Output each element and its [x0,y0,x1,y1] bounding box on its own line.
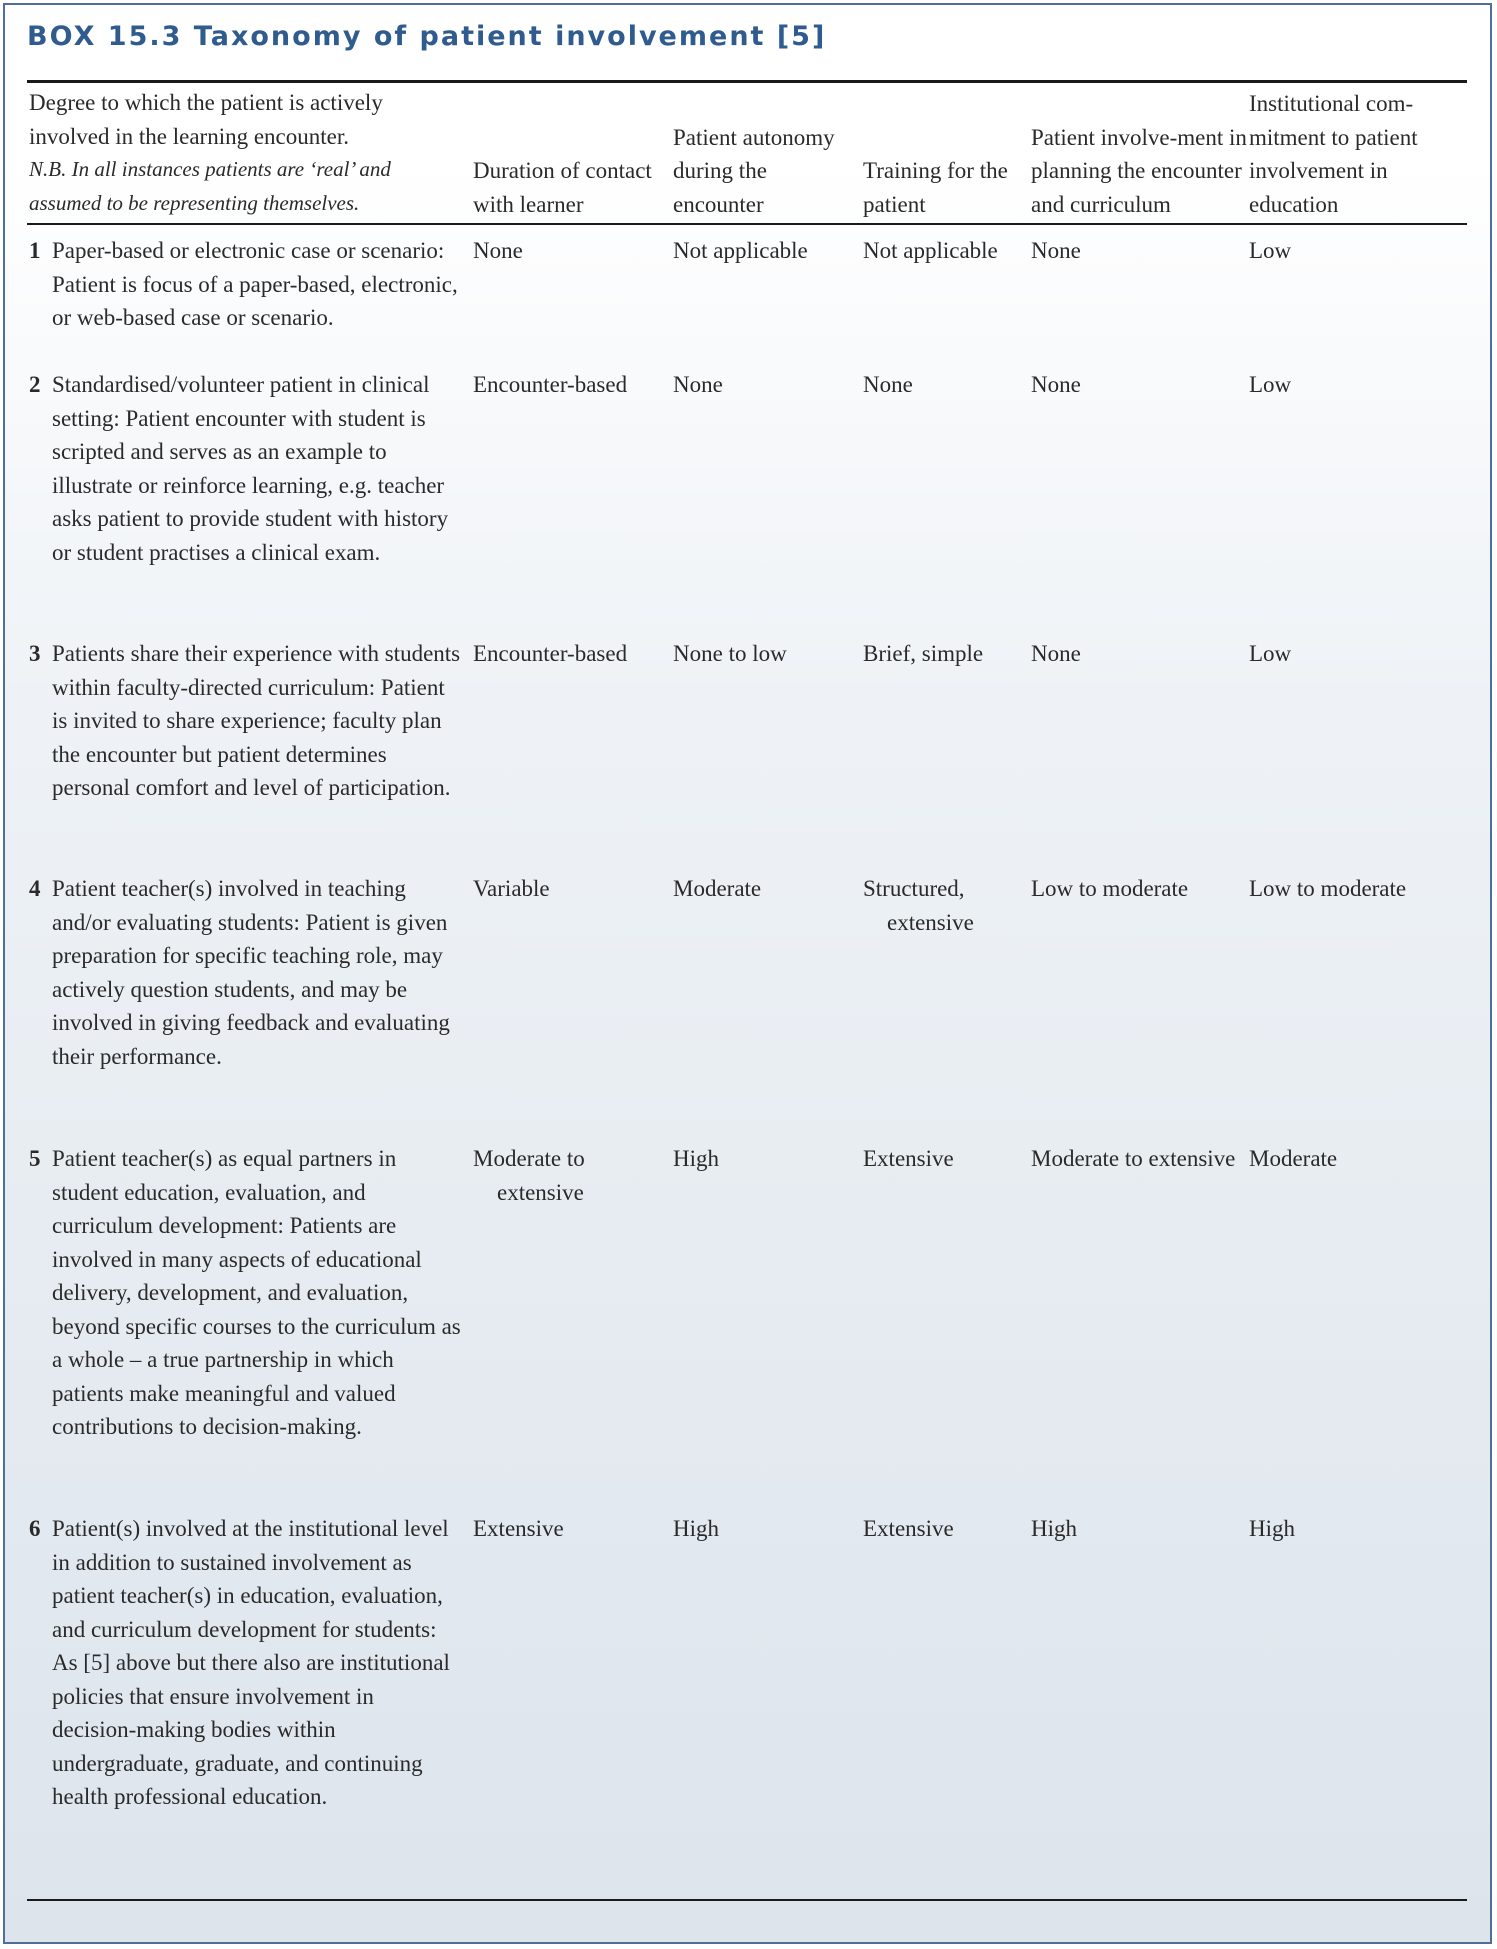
header-planning-text: Patient involve-ment in planning the encounter and curriculum [1031,124,1247,217]
header-autonomy [673,86,863,221]
row-commitment: Low [1249,641,1292,666]
row-planning: Moderate to extensive [1031,1146,1236,1171]
row-duration: Encounter-based [473,641,628,666]
row-description: Standardised/volunteer patient in clinical setting: Patient encounter with student is scripted and serves as an example to illustrate or reinforce learning, e.g. teacher asks patient to provide student with history or student practises a clinical exam. [52,372,449,565]
bottom-rule [27,1899,1467,1901]
row-commitment: Low to moderate [1249,876,1407,901]
row-duration: Variable [473,876,550,901]
row-number: 6 [29,1516,41,1541]
row-commitment: Low [1249,372,1292,397]
header-degree-note: N.B. In all instances patients are ‘real’ and assumed to be representing themselves. [29,157,391,215]
row-description: Patient(s) involved at the institutional level in addition to sustained involvement as patient teacher(s) in education, evaluation, and curriculum development for students: As [5] above but there also are institutional policies that ensure involvement in decision-making bodies within undergraduate, graduate, and continuing health professional education. [52,1516,450,1809]
box-title: BOX 15.3 Taxonomy of patient involvement [5] [27,21,827,52]
row-number: 4 [29,876,41,901]
row-training: Extensive [863,1146,954,1171]
header-degree [29,86,459,220]
row-autonomy: Not applicable [673,238,808,263]
row-commitment: Low [1249,238,1292,263]
header-autonomy-text: Patient autonomy during the encounter [673,124,835,217]
row-duration: Encounter-based [473,372,628,397]
row-training: Not applicable [863,238,998,263]
row-commitment: High [1249,1516,1295,1541]
row-planning: None [1031,238,1081,263]
row-autonomy: Moderate [673,876,762,901]
row-planning: None [1031,372,1081,397]
row-duration: Moderate to extensive [473,1146,585,1205]
header-training [863,86,1028,221]
row-duration: None [473,238,523,263]
row-autonomy: None to low [673,641,787,666]
header-commitment-text: Institutional com-mitment to patient involvement in education [1249,91,1418,217]
row-training: None [863,372,913,397]
row-description: Paper-based or electronic case or scenario: Patient is focus of a paper-based, electronic, or web-based case or scenario. [52,238,458,330]
header-rule [27,223,1467,225]
header-training-text: Training for the patient [863,158,1008,217]
row-autonomy: High [673,1146,719,1171]
row-number: 3 [29,641,41,666]
row-training: Structured, extensive [863,876,974,935]
row-description: Patient teacher(s) involved in teaching and/or evaluating students: Patient is given preparation for specific teaching role, may actively question students, and may be involved in giving feedback and evaluating their performance. [52,876,450,1069]
header-duration-text: Duration of contact with learner [473,158,652,217]
row-autonomy: High [673,1516,719,1541]
top-rule [27,80,1467,83]
row-commitment: Moderate [1249,1146,1338,1171]
row-description: Patients share their experience with students within faculty-directed curriculum: Patient is invited to share experience; faculty plan the encounter but patient determines personal comfort and level of participation. [52,641,461,800]
header-duration [473,86,668,221]
row-training: Extensive [863,1516,954,1541]
header-planning [1031,86,1251,221]
row-number: 2 [29,372,41,397]
header-commitment [1249,86,1479,221]
row-training: Brief, simple [863,641,984,666]
row-planning: Low to moderate [1031,876,1189,901]
taxonomy-box [3,3,1492,1944]
row-number: 1 [29,238,41,263]
row-planning: High [1031,1516,1077,1541]
header-degree-text: Degree to which the patient is actively involved in the learning encounter. [29,90,383,149]
row-description: Patient teacher(s) as equal partners in student education, evaluation, and curriculum development: Patients are involved in many aspects of educational delivery, development, and evaluation, beyond specific courses to the curriculum as a whole – a true partnership in which patients make meaningful and valued contributions to decision-making. [52,1146,461,1439]
row-autonomy: None [673,372,723,397]
row-number: 5 [29,1146,41,1171]
row-duration: Extensive [473,1516,564,1541]
row-planning: None [1031,641,1081,666]
